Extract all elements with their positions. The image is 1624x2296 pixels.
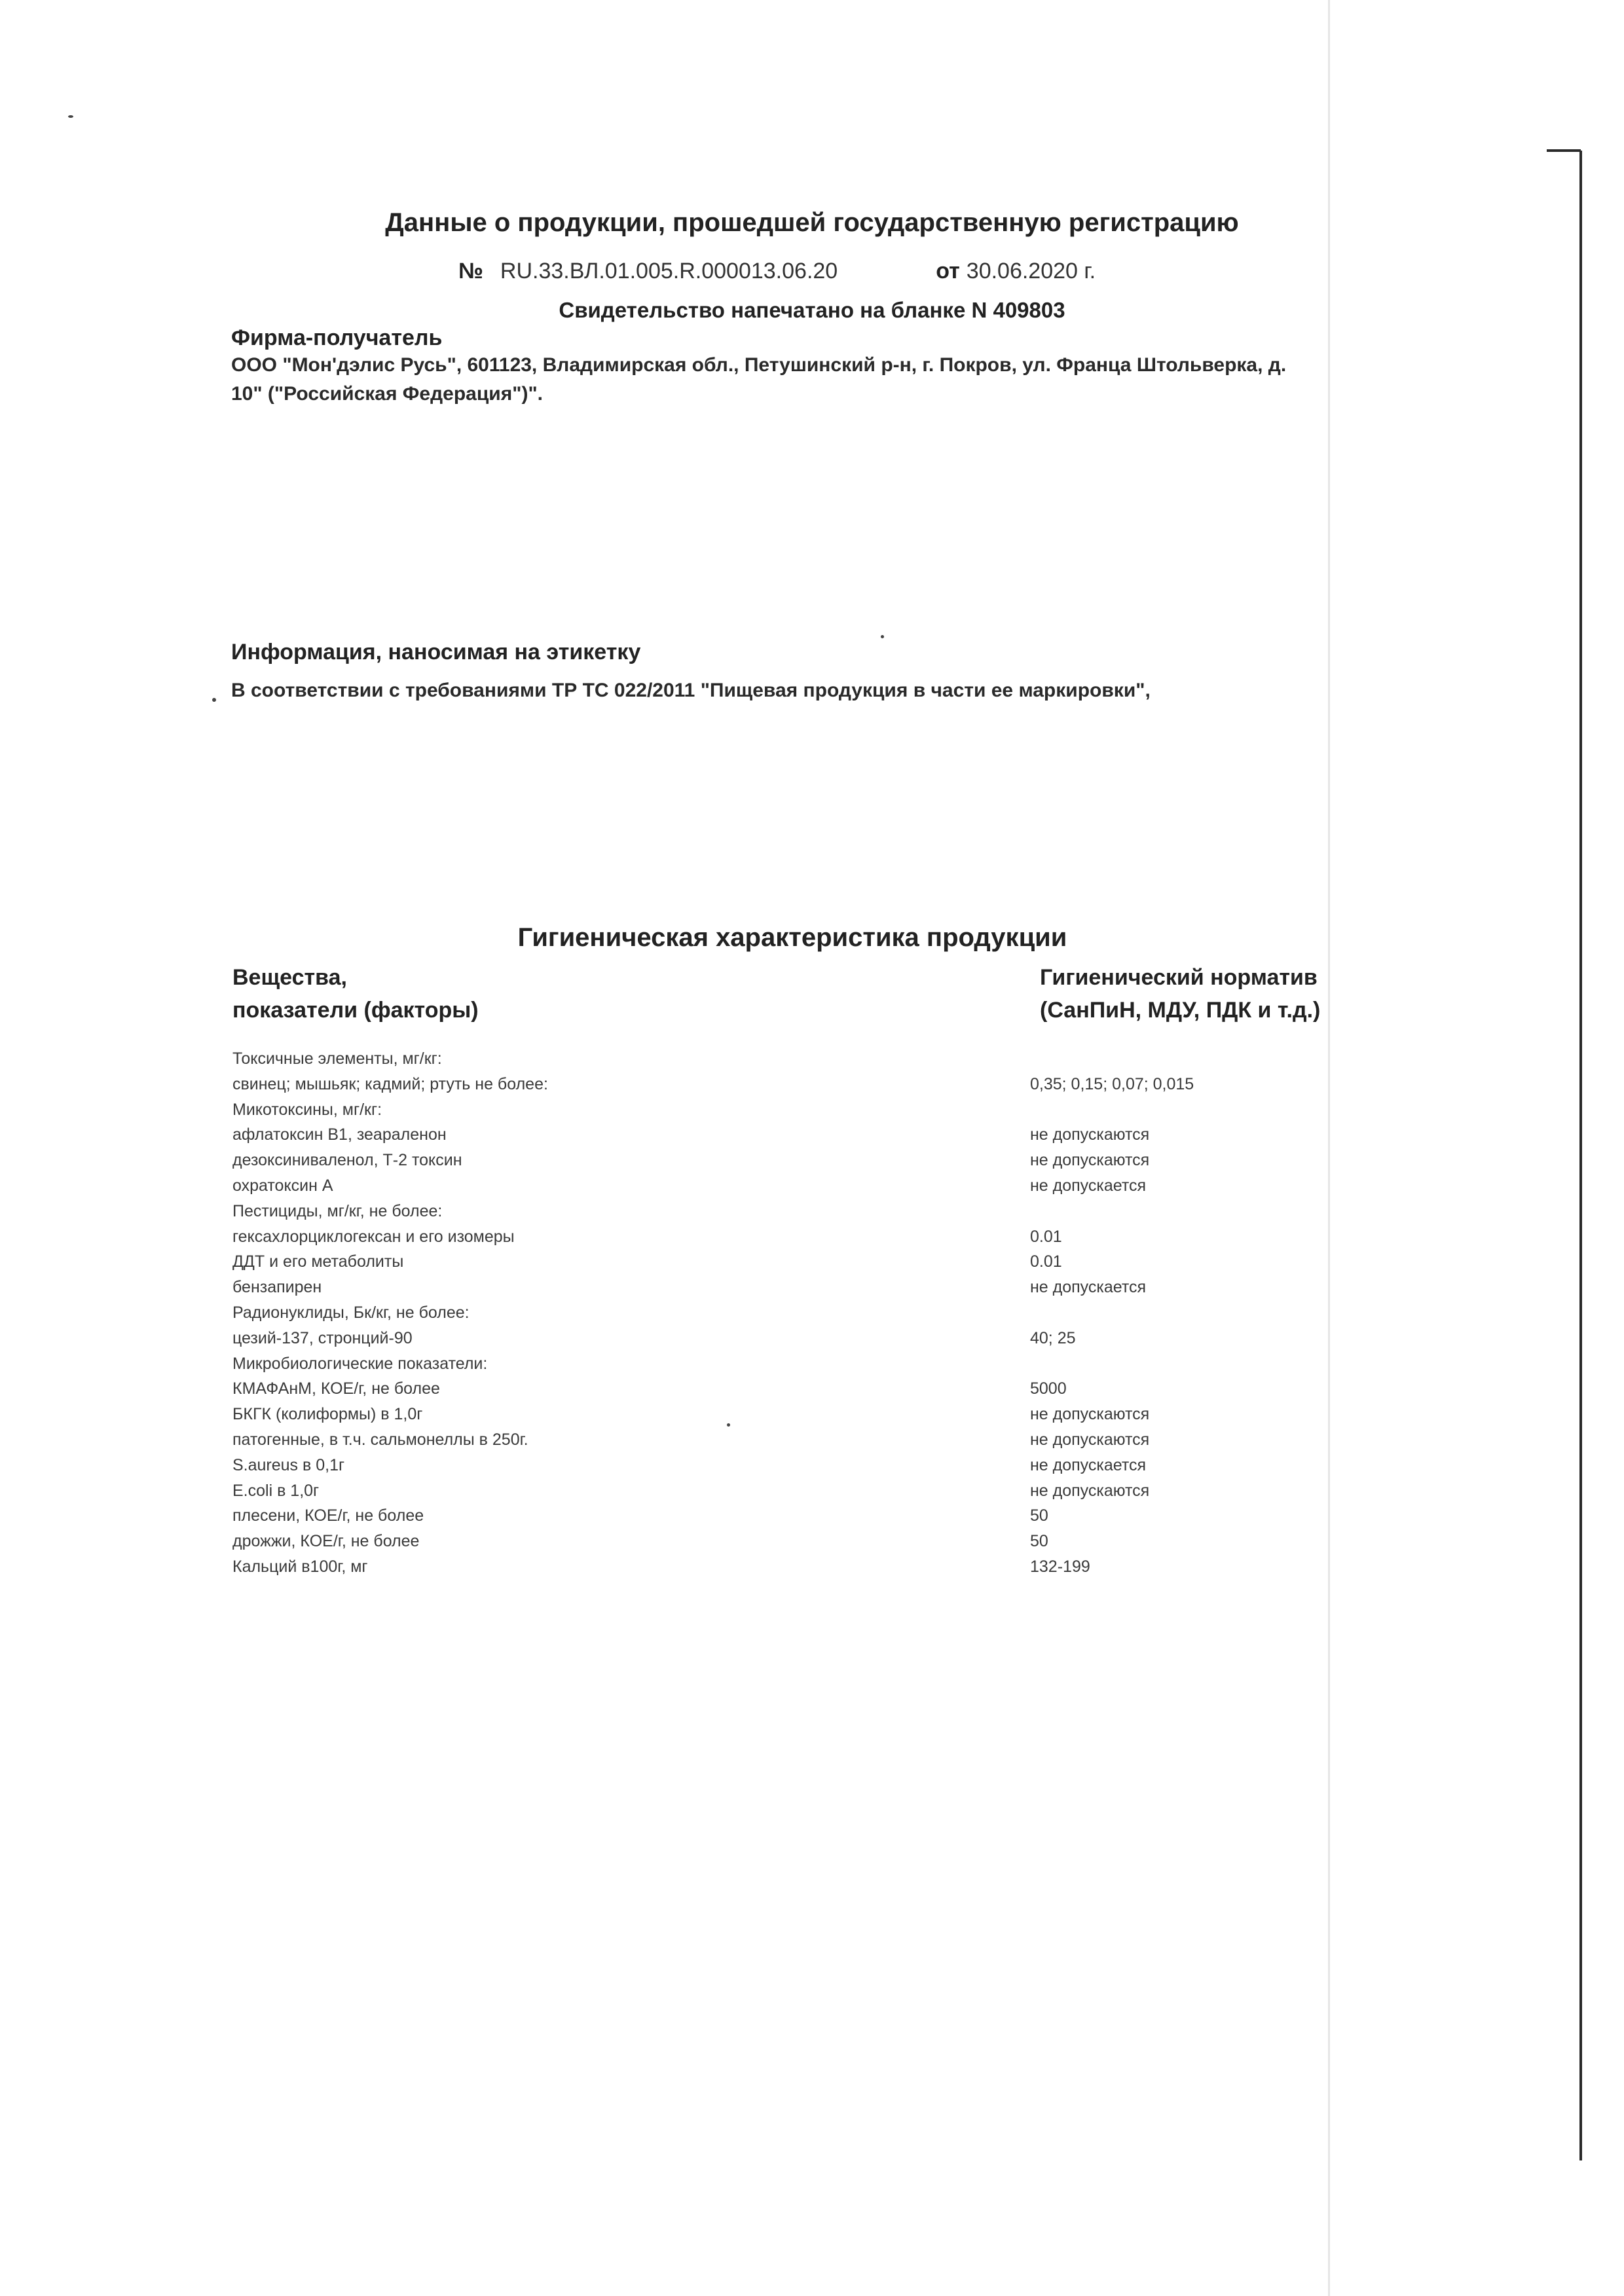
norm-value: 0.01 [1030, 1227, 1062, 1246]
norm-value: 0.01 [1030, 1252, 1062, 1271]
table-row [232, 1402, 1346, 1427]
substance-name: S.aureus в 0,1г [232, 1455, 345, 1474]
recipient-label: Фирма-получатель [231, 325, 443, 350]
registration-line [458, 259, 1096, 284]
substance-name: дезоксиниваленол, Т-2 токсин [232, 1151, 462, 1170]
table-row [232, 1351, 1346, 1377]
scan-corner-mark [1547, 149, 1581, 152]
table-row [232, 1148, 1346, 1173]
substance-name: охратоксин А [232, 1176, 333, 1195]
substance-name: Пестициды, мг/кг, не более: [232, 1201, 443, 1220]
reg-number: RU.33.ВЛ.01.005.R.000013.06.20 [500, 259, 838, 283]
table-row [232, 1046, 1346, 1072]
norm-value: не допускаются [1030, 1481, 1150, 1500]
norm-value: 50 [1030, 1532, 1048, 1551]
norm-value: не допускаются [1030, 1430, 1150, 1449]
table-row [232, 1326, 1346, 1351]
table-row [232, 1224, 1346, 1250]
column-header-substances: Вещества, показатели (факторы) [232, 965, 479, 1023]
table-row [232, 1097, 1346, 1123]
reg-date: 30.06.2020 г. [966, 259, 1096, 283]
table-row [232, 1453, 1346, 1478]
table-row [232, 1427, 1346, 1453]
scan-speck [68, 115, 73, 118]
norm-value: не допускаются [1030, 1125, 1150, 1144]
scan-speck [212, 698, 216, 702]
label-info-text: В соответствии с требованиями ТР ТС 022/2011 "Пищевая продукция в части ее маркировки", [231, 680, 1151, 701]
table-row [232, 1122, 1346, 1148]
substance-name: БКГК (колиформы) в 1,0г [232, 1405, 423, 1424]
substance-name: бензапирен [232, 1278, 322, 1297]
norm-value: 50 [1030, 1506, 1048, 1525]
substance-name: афлатоксин В1, зеараленон [232, 1125, 447, 1144]
table-row [232, 1478, 1346, 1504]
label-info-label: Информация, наносимая на этикетку [231, 640, 641, 665]
scan-speck [881, 635, 884, 638]
table-row [232, 1249, 1346, 1275]
table-row [232, 1529, 1346, 1554]
table-row [232, 1503, 1346, 1529]
norm-value: не допускаются [1030, 1151, 1150, 1170]
norm-value: 132-199 [1030, 1557, 1090, 1576]
substance-name: плесени, КОЕ/г, не более [232, 1506, 424, 1525]
norm-value: 40; 25 [1030, 1328, 1076, 1347]
substance-name: E.coli в 1,0г [232, 1481, 320, 1500]
scan-border-line [1579, 151, 1582, 2160]
date-label: от [936, 259, 960, 283]
document-title: Данные о продукции, прошедшей государственную регистрацию [385, 208, 1239, 237]
substance-name: ДДТ и его метаболиты [232, 1252, 404, 1271]
table-row [232, 1199, 1346, 1224]
substance-name: КМАФАнМ, КОЕ/г, не более [232, 1379, 440, 1398]
norm-value: не допускаются [1030, 1405, 1150, 1424]
table-row [232, 1072, 1346, 1097]
substance-name: дрожжи, КОЕ/г, не более [232, 1532, 420, 1551]
recipient-text: ООО "Мон'дэлис Русь", 601123, Владимирская обл., Петушинский р-н, г. Покров, ул. Франца Штольверка, д. 10" ("Российская Федерация")". [231, 354, 1287, 405]
norm-value: не допускается [1030, 1455, 1147, 1474]
norm-value: 0,35; 0,15; 0,07; 0,015 [1030, 1074, 1194, 1093]
substance-name: Радионуклиды, Бк/кг, не более: [232, 1303, 470, 1322]
table-row [232, 1376, 1346, 1402]
norm-value: не допускается [1030, 1176, 1147, 1195]
substance-name: Токсичные элементы, мг/кг: [232, 1049, 442, 1068]
substance-name: свинец; мышьяк; кадмий; ртуть не более: [232, 1074, 548, 1093]
table-row [232, 1554, 1346, 1580]
substance-name: Кальций в100г, мг [232, 1557, 368, 1576]
norm-value: не допускается [1030, 1278, 1147, 1297]
table-row [232, 1275, 1346, 1300]
table-row [232, 1173, 1346, 1199]
substance-name: Микотоксины, мг/кг: [232, 1100, 382, 1119]
substance-name: гексахлорциклогексан и его изомеры [232, 1227, 515, 1246]
substance-name: патогенные, в т.ч. сальмонеллы в 250г. [232, 1430, 528, 1449]
column-header-norm: Гигиенический норматив (СанПиН, МДУ, ПДК и т.д.) [1040, 965, 1321, 1023]
hygiene-title: Гигиеническая характеристика продукции [517, 923, 1067, 952]
substance-name: Микробиологические показатели: [232, 1354, 488, 1373]
table-row [232, 1300, 1346, 1326]
blank-number-line: Свидетельство напечатано на бланке N 409803 [559, 298, 1065, 322]
norm-value: 5000 [1030, 1379, 1067, 1398]
substance-name: цезий-137, стронций-90 [232, 1328, 413, 1347]
hygiene-table [232, 1046, 1346, 1580]
reg-number-label: № [458, 259, 483, 283]
